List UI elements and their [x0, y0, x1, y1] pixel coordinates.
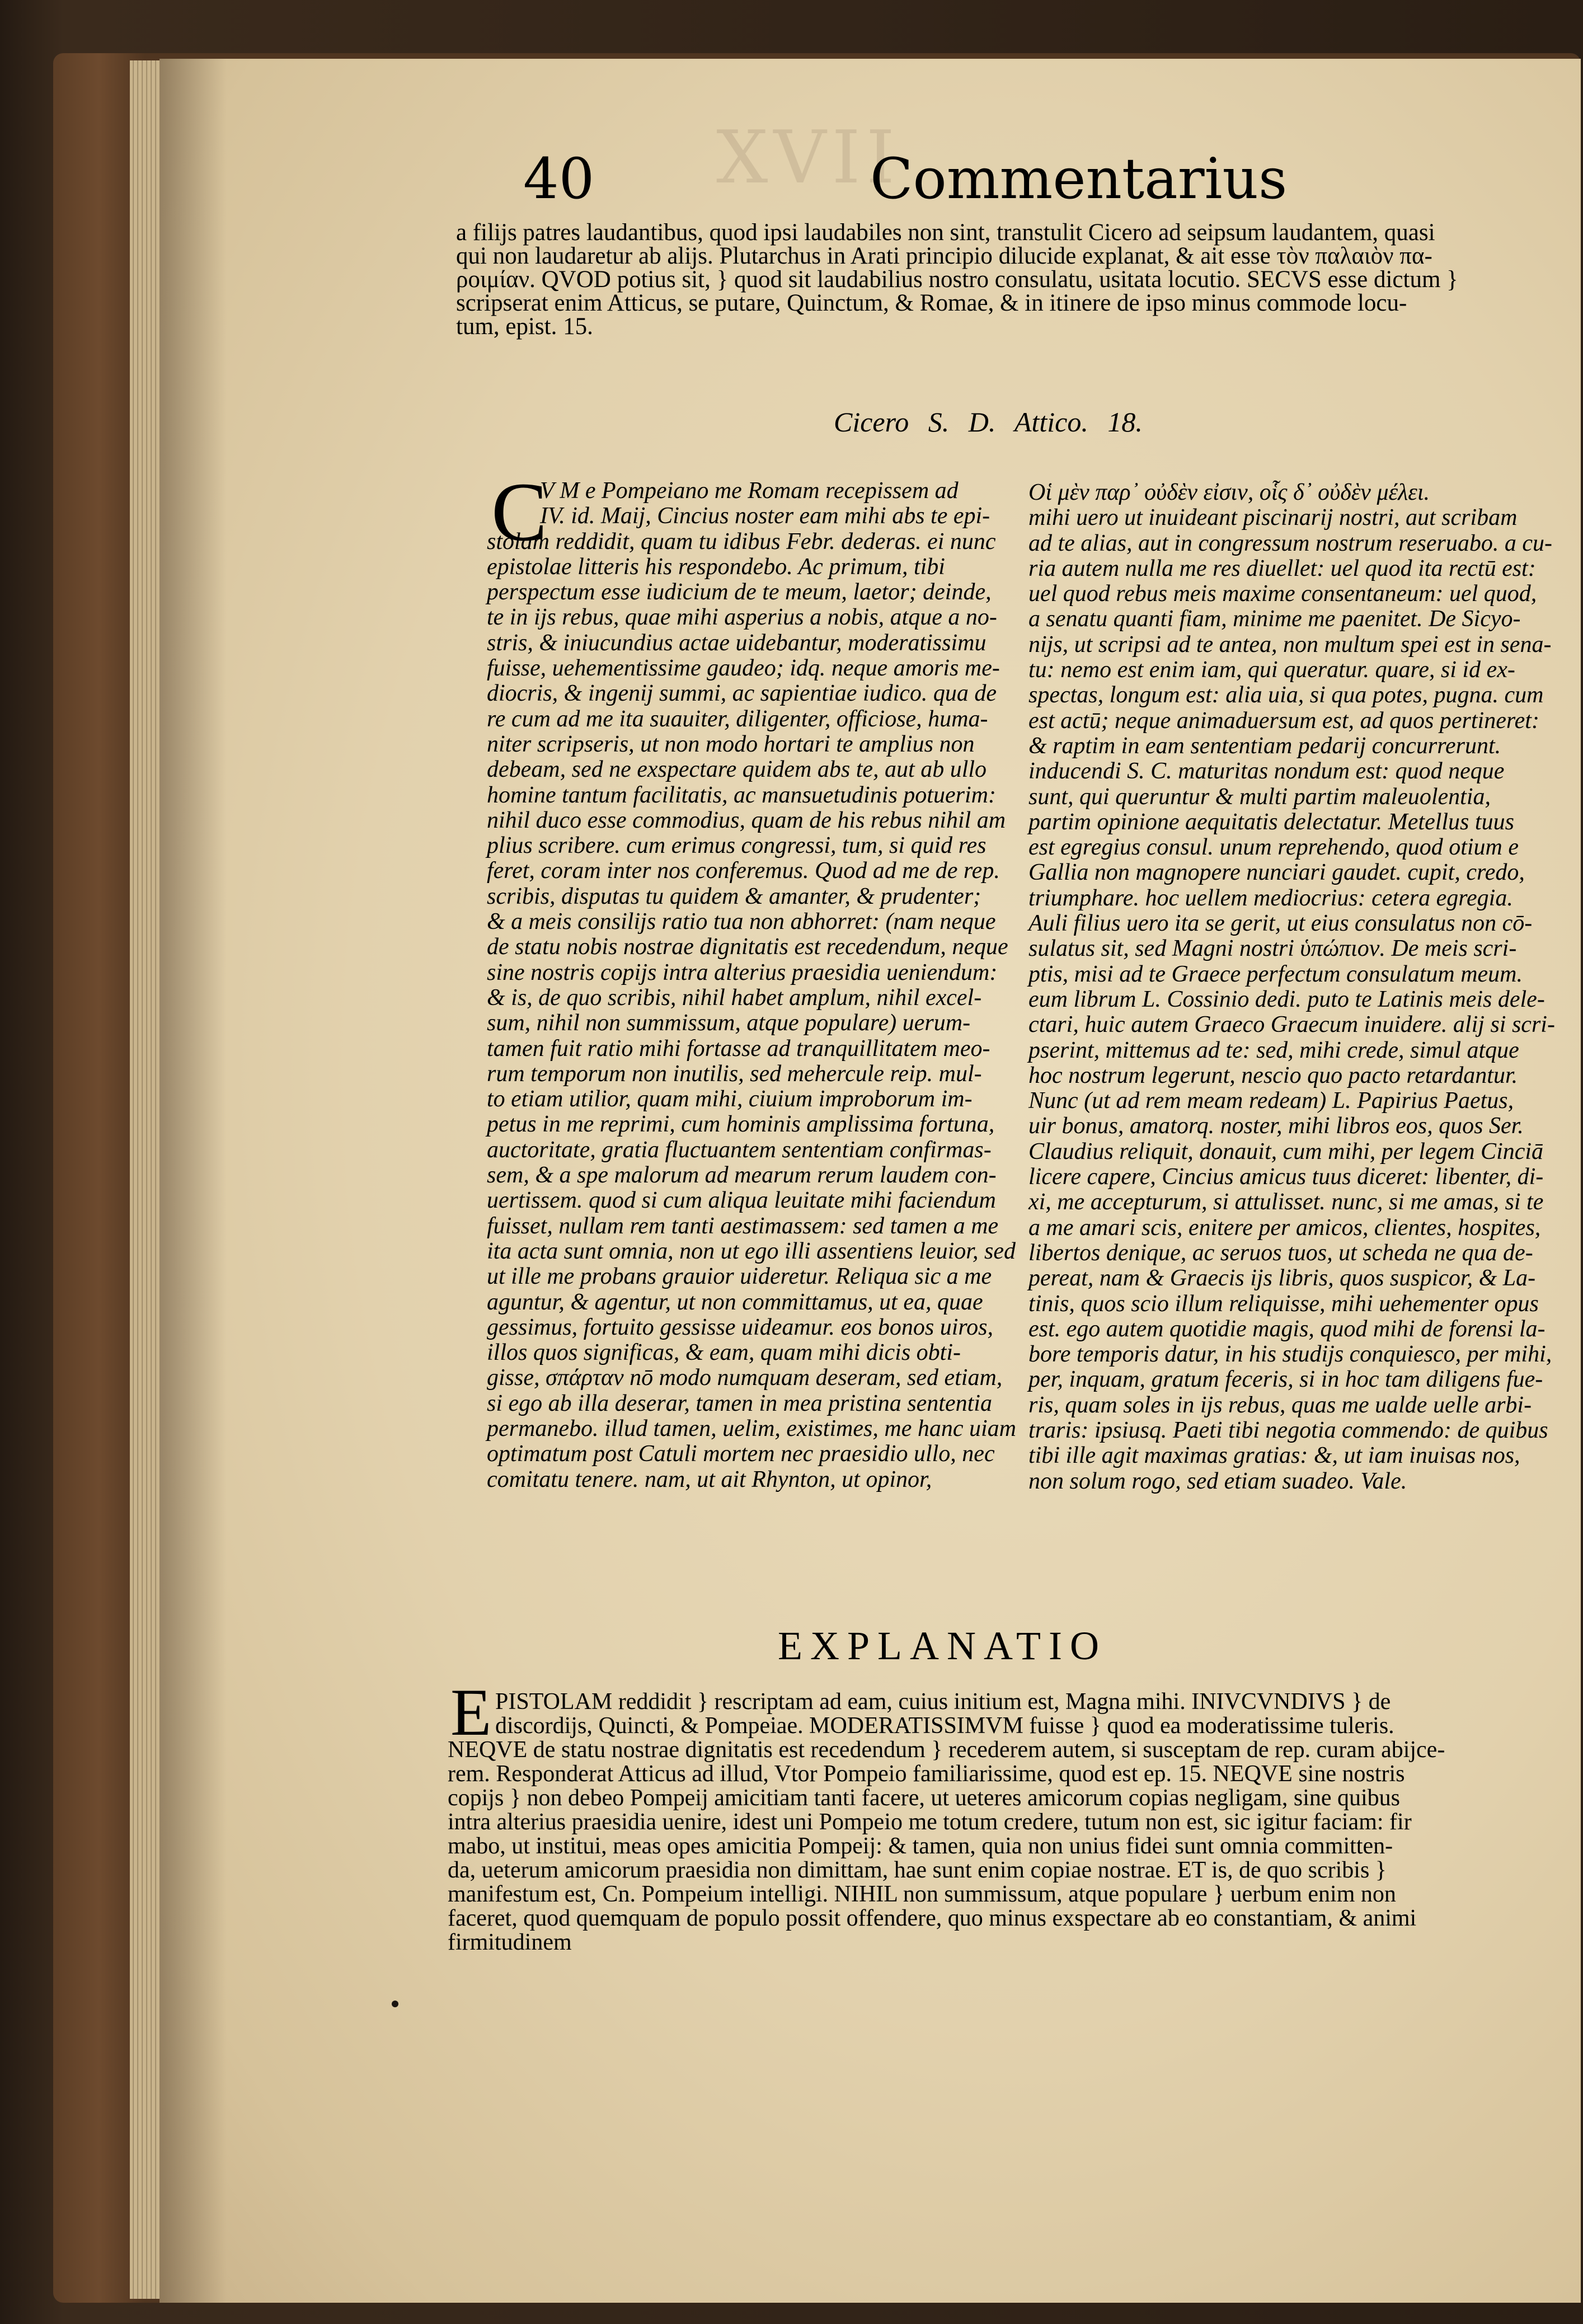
text-line: re cum ad me ita suauiter, diligenter, officiose, huma-	[487, 706, 988, 732]
text-line: spectas, longum est: alia uia, si qua potes, pugna. cum	[1028, 682, 1544, 708]
text-line: & raptim in eam sententiam pedarij concurrerunt.	[1028, 733, 1501, 759]
text-line: est egregius consul. unum reprehendo, quod otium e	[1028, 834, 1519, 861]
text-line: illos quos significas, & eam, quam mihi dicis obti-	[487, 1340, 961, 1366]
text-line: niter scripseris, ut non modo hortari te amplius non	[487, 731, 975, 757]
text-line: est. ego autem quotidie magis, quod mihi de forensi la-	[1028, 1316, 1546, 1342]
letter-salutation: Cicero S. D. Attico. 18.	[834, 406, 1143, 438]
text-line: uel quod rebus meis maxime consentaneum: uel quod,	[1028, 581, 1537, 607]
text-line: si ego ab illa deserar, tamen in mea pristina sententia	[487, 1390, 992, 1416]
intro-commentary	[456, 221, 1511, 339]
text-line: gisse, σπάρταν nō modo numquam deseram, sed etiam,	[487, 1365, 1003, 1391]
text-line: licere capere, Cincius amicus tuus diceret: libenter, di-	[1028, 1164, 1544, 1190]
text-line: tu: nemo est enim iam, qui queratur. quare, si id ex-	[1028, 657, 1515, 683]
text-line: Gallia non magnopere nunciari gaudet. cupit, credo,	[1028, 860, 1525, 886]
text-line: plius scribere. cum erimus congressi, tum, si quid res	[487, 833, 987, 859]
letter-right-column	[1028, 480, 1555, 1494]
text-line: to etiam utilior, quam mihi, ciuium improborum im-	[487, 1086, 973, 1112]
text-line: sulatus sit, sed Magni nostri ὑπώπιον. De meis scri-	[1028, 936, 1517, 962]
text-line: V M e Pompeiano me Romam recepissem ad	[540, 478, 959, 504]
text-line: bore temporis datur, in his studijs conquiesco, per mihi,	[1028, 1341, 1552, 1368]
text-line: tinis, quos scio illum reliquisse, mihi uehementer opus	[1028, 1290, 1539, 1317]
text-line: sunt, qui queruntur & multi partim maleuolentia,	[1028, 783, 1491, 810]
text-line: uertissem. quod si cum aliqua leuitate mihi faciendum	[487, 1187, 996, 1214]
text-line: stris, & iniucundius actae uidebantur, moderatissimu	[487, 630, 987, 656]
text-line: optimatum post Catuli mortem nec praesidio ullo, nec	[487, 1441, 995, 1467]
text-line: partim opinione aequitatis delectatur. Metellus tuus	[1028, 809, 1514, 835]
text-line: manifestum est, Cn. Pompeium intelligi. NIHIL non summissum, atque populare } uerbum enim non	[448, 1881, 1396, 1907]
gutter-shadow	[159, 59, 227, 2303]
text-line: triumphare. hoc uellem mediocrius: cetera egregia.	[1028, 885, 1513, 911]
ink-mark	[392, 2001, 398, 2007]
text-line: firmitudinem	[448, 1929, 572, 1955]
text-line: per, inquam, gratum feceris, si in hoc tam diligens fue-	[1028, 1367, 1543, 1393]
text-line: tibi ille agit maximas gratias: &, ut iam inuisas nos,	[1028, 1443, 1520, 1469]
intro-line: tum, epist. 15.	[456, 313, 593, 340]
text-line: Claudius reliquit, donauit, cum mihi, per legem Cinciā	[1028, 1138, 1544, 1165]
text-line: gessimus, fortuito gessisse uideamur. eos bonos uiros,	[487, 1314, 993, 1340]
text-line: de statu nobis nostrae dignitatis est recedendum, neque	[487, 934, 1008, 960]
text-line: est actū; neque animaduersum est, ad quos pertineret:	[1028, 707, 1539, 734]
text-line: rum temporum non inutilis, sed mehercule reip. mul-	[487, 1060, 982, 1087]
text-line: ptis, misi ad te Graece perfectum consulatum meum.	[1028, 961, 1523, 987]
text-line: sem, & a spe malorum ad mearum rerum laudem con-	[487, 1162, 997, 1189]
running-head: Commentarius	[870, 146, 1288, 212]
text-line: fuisse, uehementissime gaudeo; idq. neque amoris me-	[487, 655, 1000, 682]
text-line: homine tantum facilitatis, ac mansuetudinis potuerim:	[487, 782, 996, 808]
text-line: ctari, huic autem Graeco Graecum inuidere. alij si scri-	[1028, 1012, 1555, 1038]
text-line: sine nostris copijs intra alterius praesidia ueniendum:	[487, 959, 998, 985]
text-line: xi, me accepturum, si attulisset. nunc, si me amas, si te	[1028, 1189, 1544, 1215]
text-line: permanebo. illud tamen, uelim, existimes, me hanc uiam	[487, 1415, 1016, 1442]
text-line: eum librum L. Cossinio dedi. puto te Latinis meis dele-	[1028, 986, 1545, 1012]
text-line: Οἱ μὲν παρ᾽ οὐδὲν εἰσιν, οἷς δ᾽ οὐδὲν μέλει.	[1028, 480, 1430, 505]
text-line: ris, quam soles in ijs rebus, quas me ualde uelle arbi-	[1028, 1392, 1532, 1418]
text-line: feret, coram inter nos conferemus. Quod ad me de rep.	[487, 858, 1000, 884]
text-line: auctoritate, gratia fluctuantem sententiam confirmas-	[487, 1137, 992, 1163]
text-line: mihi uero ut inuideant piscinarij nostri, aut scribam	[1028, 505, 1518, 531]
text-line: inducendi S. C. maturitas nondum est: quod neque	[1028, 758, 1505, 785]
page-number: 40	[523, 146, 595, 212]
text-line: faceret, quod quemquam de populo possit offendere, quo minus exspectare ab eo constantiam, & animi	[448, 1905, 1417, 1931]
page-edges	[130, 60, 163, 2299]
text-line: rem. Responderat Atticus ad illud, Vtor Pompeio familiarissime, quod est ep. 15. NEQVE sine nostris	[448, 1761, 1405, 1787]
text-line: perspectum esse iudicium de te meum, laetor; deinde,	[487, 579, 992, 605]
text-line: te in ijs rebus, quae mihi asperius a nobis, atque a no-	[487, 604, 997, 631]
text-line: mabo, ut institui, meas opes amicitia Pompeij: & tamen, quia non unius fidei sunt omnia committen-	[448, 1833, 1393, 1859]
intro-line: qui non laudaretur ab alijs. Plutarchus in Arati principio dilucide explanat, & ait esse τὸν παλαιὸν πα-	[456, 243, 1432, 269]
text-line: petus in me reprimi, cum hominis amplissima fortuna,	[487, 1111, 995, 1138]
text-line: IV. id. Maij, Cincius noster eam mihi abs te epi-	[540, 503, 990, 529]
text-line: uir bonus, amatorq. noster, mihi libros eos, quos Ser.	[1028, 1113, 1524, 1139]
text-line: NEQVE de statu nostrae dignitatis est recedendum } recederem autem, si susceptam de rep. curam abijce-	[448, 1737, 1445, 1763]
text-line: comitatu tenere. nam, ut ait Rhynton, ut opinor,	[487, 1466, 932, 1492]
text-line: traris: ipsiusq. Paeti tibi negotia commendo: de quibus	[1028, 1417, 1548, 1443]
text-line: pserint, mittemus ad te: sed, mihi crede, simul atque	[1028, 1037, 1519, 1063]
text-line: PISTOLAM reddidit } rescriptam ad eam, cuius initium est, Magna mihi. INIVCVNDIVS } de	[495, 1689, 1391, 1715]
text-line: ut ille me probans grauior uideretur. Reliqua sic a me	[487, 1264, 992, 1290]
letter-drop-cap: C	[491, 466, 548, 558]
text-line: scribis, disputas tu quidem & amanter, & prudenter;	[487, 883, 981, 909]
text-line: & is, de quo scribis, nihil habet amplum, nihil excel-	[487, 984, 982, 1011]
text-line: ad te alias, aut in congressum nostrum reseruabo. a cu-	[1028, 530, 1552, 556]
text-line: intra alterius praesidia uenire, idest uni Pompeio me totum credere, tutum non est, sic igitur faciam: fir	[448, 1809, 1412, 1835]
text-line: nihil duco esse commodius, quam de his rebus nihil am	[487, 807, 1006, 833]
text-line: Auli filius uero ita se gerit, ut eius consulatus non cō-	[1028, 910, 1533, 937]
text-line: stolam reddidit, quam tu idibus Febr. dederas. ei nunc	[487, 528, 996, 555]
intro-line: scripserat enim Atticus, se putare, Quinctum, & Romae, & in itinere de ipso minus commode locu-	[456, 290, 1407, 316]
section-heading: EXPLANATIO	[778, 1623, 1107, 1668]
letter-left-column	[487, 478, 1016, 1492]
text-line: discordijs, Quincti, & Pompeiae. MODERATISSIMVM fuisse } quod ea moderatissime tuleris.	[495, 1713, 1394, 1739]
text-line: sum, nihil non summissum, atque populare) uerum-	[487, 1010, 971, 1036]
text-line: diocris, & ingenij summi, ac sapientiae iudico. qua de	[487, 680, 997, 707]
text-line: & a meis consilijs ratio tua non abhorret: (nam neque	[487, 909, 996, 935]
text-line: epistolae litteris his respondebo. Ac primum, tibi	[487, 553, 945, 580]
text-line: hoc nostrum legerunt, nescio quo pacto retardantur.	[1028, 1062, 1518, 1088]
text-line: a senatu quanti fiam, minime me paenitet. De Sicyo-	[1028, 606, 1521, 632]
text-line: copijs } non debeo Pompeij amicitiam tanti facere, ut ueteres amicorum copias negligam, sine quibus	[448, 1785, 1401, 1811]
text-line: nijs, ut scripsi ad te antea, non multum spei est in sena-	[1028, 631, 1552, 658]
explanation-drop-cap: E	[450, 1675, 492, 1749]
explanation-text	[448, 1690, 1511, 1955]
text-line: fuisset, nullam rem tanti aestimassem: sed tamen a me	[487, 1213, 999, 1239]
text-line: aguntur, & agentur, ut non committamus, ut ea, quae	[487, 1289, 983, 1315]
text-line: a me amari scis, enitere per amicos, clientes, hospites,	[1028, 1214, 1541, 1241]
text-line: pereat, nam & Graecis ijs libris, quos suspicor, & La-	[1028, 1265, 1536, 1292]
text-line: ria autem nulla me res diuellet: uel quod ita rectū est:	[1028, 555, 1536, 581]
text-line: libertos denique, ac seruos tuos, ut scheda ne qua de-	[1028, 1240, 1533, 1266]
text-line: tamen fuit ratio mihi fortasse ad tranquillitatem meo-	[487, 1035, 990, 1062]
text-line: non solum rogo, sed etiam suadeo. Vale.	[1028, 1468, 1407, 1494]
text-line: da, ueterum amicorum praesidia non dimittam, hae sunt enim copiae nostrae. ET is, de quo scribis }	[448, 1857, 1387, 1883]
intro-line: a filijs patres laudantibus, quod ipsi laudabiles non sint, transtulit Cicero ad seipsum laudantem, quasi	[456, 219, 1435, 246]
text-line: debeam, sed ne exspectare quidem abs te, aut ab ullo	[487, 757, 987, 783]
show-through-text: XVII	[716, 115, 901, 200]
intro-line: ροιμίαν. QVOD potius sit, } quod sit laudabilius nostro consulatu, usitata locutio. SECVS esse dictum }	[456, 266, 1458, 293]
text-line: ita acta sunt omnia, non ut ego illi assentiens leuior, sed	[487, 1238, 1016, 1264]
text-line: Nunc (ut ad rem meam redeam) L. Papirius Paetus,	[1028, 1088, 1514, 1114]
